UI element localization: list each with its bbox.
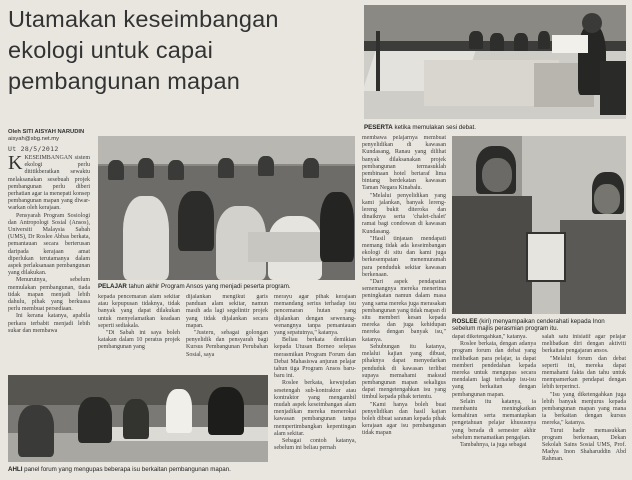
article-column-1: KKESEIMBANGAN sistem ekologi perlu dititikberatkan sewaktu melaksanakan sesebuah projek pembangunan perlu diberi perhatian agar ia menepati konsep pembangunan mapan yang diwar-warkan oleh kerajaan. Pensyarah Program Sosiologi dan Antropologi Sosial (Ansos), Universiti Malaysia Sabah (UMS), Dr Roslee Abbas berkata, pemantauan secara berterusan daripada kerajaan amat diperlukan terutamanya dalam aspek perlaksanaan pembangunan yang dilakukan. Menurutnya, sebelum memulakan pembangunan, tiada tidak mapan menjadi lebih dahulu, pihak yang berkuasa perlu membuat persediaan. Ini kerana katanya, apabila perkara terbabit menjadi lebih sukar dan membawa	[8, 155, 90, 334]
headline	[8, 4, 363, 97]
byline-email: aisyah@sbg.net.my	[8, 136, 59, 142]
drop-cap: K	[8, 155, 23, 174]
forum-panel-photo	[8, 375, 268, 462]
article-column-5: membawa pelajarnya membuat penyelidikan di kawasan Kundasang, Ranau yang dilihat banyak dilaksanakan projek pembangunan termasuklah pembinaan hotel bertaraf lima bintang berdekatan kawasan Taman Negara Kinabalu. "Melalui penyelidikan yang kami jalankan, banyak lereng-lereng bukit diteroka dan dinaiknya serta 'chalet-chalet' ramai bagi condowan di kawasan Kundasang. "Hasil tinjauan mendapati memang tidak ada keseimbangan ekologi di situ dan kami juga berkesempatan menemuramah para penduduk sekitar kawasan berkenaan. "Dari aspek pendapatan sememangnya mereka menerima peningkatan namun dalam masa yang sama mereka juga merasakan pembangunan yang tidak mapan di situ memberi kesan kepada mereka dan juga kehidupan mereka dengan banyak isu," katanya. Sehubungan itu katanya, melalui kajian yang dibuat, pihaknya dapat menyedarkan penduduk di kawasan terlibat supaya memahami maksud pembangunan mapan sekaligus dapat mengetengahkan isu yang timbul kepada pihak tertentu. "Kami hanya boleh buat penyelidikan dan hasil kajian boleh dibuat saranan kepada pihak kerajaan agar isu pembangunan tidak mapan	[362, 135, 446, 437]
byline	[8, 129, 84, 143]
article-column-2: kepada pencemaran alam sekitar atau kepupusan tidaknya, tidak banyak yang dapat dilakukan untuk menyelamatkan keadaan seperti sediakala. "Di Sabah ini saya boleh katakan dalam 10 peratus projek pembangunan yang	[98, 294, 180, 351]
article-column-6: dapat diketengahkan," katanya. Roslee berkata, dengan adanya program forum dan debat yang melibatkan para pelajar, ia dapat memberi pendedahan kepada mereka untuk mengupas secara mendalam lagi terhadap isu-isu yang berkaitan dengan pembangunan mapan. Selain itu katanya, ia membantu meningkatkan kemahiran serta memantapkan pengetahuan pelajar khususnya yang berada di semester akhir sebelum menamatkan pengajian. Tambahnya, ia juga sebagai	[452, 334, 536, 449]
caption-forum-panel: AHLI panel forum yang mengupas beberapa isu berkaitan pembangunan mapan.	[8, 466, 231, 473]
headline-line-2: ekologi untuk capai	[8, 37, 213, 63]
handwritten-date: Ut 28/5/2012	[8, 145, 59, 153]
debate-session-photo	[364, 5, 626, 119]
headline-line-3: pembangunan mapan	[8, 68, 241, 94]
article-column-4: merayu agar pihak kerajaan memandang serius terhadap isu pencemaran hutan yang dijalankan dengan sewenang-wenangnya tanpa pemantauan yang sepatutnya," katanya. Beliau berkata demikian kepada Utusan Borneo selepas merasmikan Program Forum dan Debat Mahasiswa anjuran pelajar tahun tiga Program Ansos baru-baru ini. Roslee berkata, kewujudan sesetengah sub-kontraktor atau kontraktor yang mengambil mudah aspek keseimbangan alam menjadikan mereka menerokai kawasan pembangunan tanpa mempertimbangkan kepentingan alam sekitar. Sebagai contoh katanya, sebelum ini beliau pernah	[274, 294, 356, 452]
article-column-7: salah satu inisiatif agar pelajar melibatkan diri dengan aktiviti berkaitan pengajaran ansos. "Melalui forum dan debat seperti ini, mereka dapat memahami fakta dan tahu untuk mempamerkan pendapat dengan lebih terperinci. "Isu yang diketengahkan juga lebih banyak menjurus kepada pembangunan mapan yang mana ia berkaitan dengan kursus mereka," katanya. Turut hadir memasukkan program berkenaan, Dekan Sekolah Sains Sosial UMS, Prof. Madya Inon Shaharuddin Abd Rahman.	[542, 334, 626, 463]
article-column-3: dijalankan mengikut garis panduan alam sekitar, namun masih ada lagi segelintir projek yang tidak dijalankan secara mapan. "Justeru, sebagai golongan penyelidik dan pensyarah bagi Kursus Pembangunan Perubahan Sosial, saya	[186, 294, 268, 358]
headline-line-1: Utamakan keseimbangan	[8, 6, 279, 32]
caption-students: PELAJAR tahun akhir Program Ansos yang menjadi peserta program.	[98, 283, 291, 290]
students-photo	[98, 136, 355, 280]
caption-souvenir-presentation: ROSLEE (kiri) menyampaikan cenderahati kepada Inon sebelum majlis perasmian program itu.	[452, 318, 605, 332]
byline-author: Oleh SITI AISYAH NARUDIN	[8, 129, 85, 135]
caption-debate-session: PESERTA ketika memulakan sesi debat.	[364, 124, 476, 131]
souvenir-presentation-photo	[452, 136, 626, 314]
